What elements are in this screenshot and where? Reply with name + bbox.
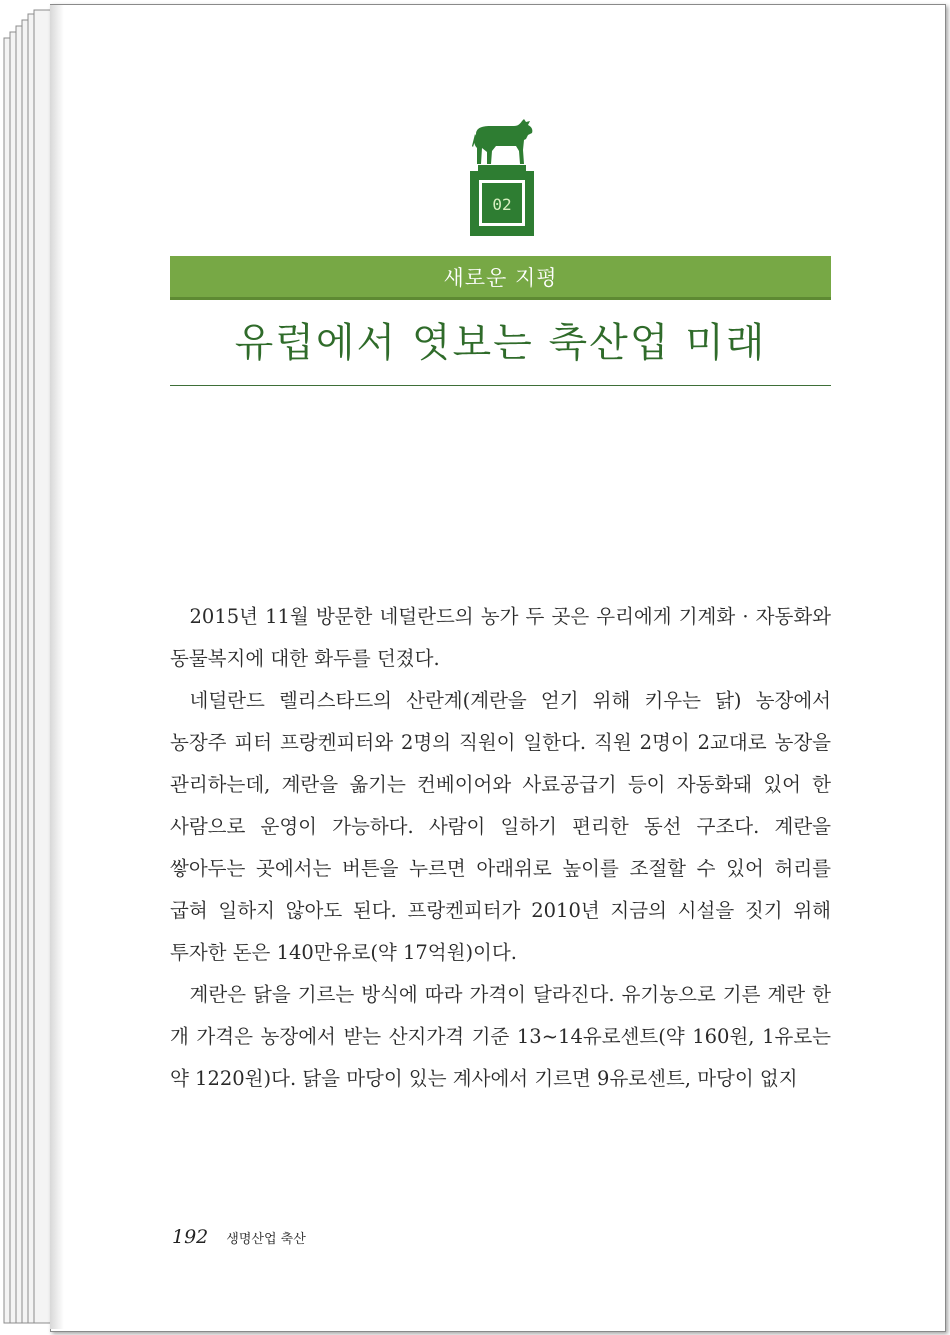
page-footer — [172, 1226, 306, 1248]
article-title: 유럽에서 엿보는 축산업 미래 — [234, 320, 767, 366]
section-number: 02 — [492, 195, 512, 214]
section-label: 새로운 지평 — [443, 265, 558, 290]
title-divider — [170, 385, 831, 386]
article-body — [170, 596, 831, 1100]
page-gutter — [50, 5, 64, 1329]
section-banner — [170, 256, 831, 300]
cow-emblem — [470, 118, 534, 238]
paragraph: 2015년 11월 방문한 네덜란드의 농가 두 곳은 우리에게 기계화 · 자동화와 동물복지에 대한 화두를 던졌다. — [170, 605, 831, 670]
running-title: 생명산업 축산 — [226, 1232, 306, 1247]
paragraph: 네덜란드 렐리스타드의 산란계(계란을 얻기 위해 키우는 닭) 농장에서 농장주 피터 프랑켄피터와 2명의 직원이 일한다. 직원 2명이 2교대로 농장을 관리하는데, 계란을 옮기는 컨베이어와 사료공급기 등이 자동화돼 있어 한 사람으로 운영이 가능하다. 사람이 일하기 편리한 동선 구조다. 계란을 쌓아두는 곳에서는 버튼을 누르면 아래위로 높이를 조절할 수 있어 허리를 굽혀 일하지 않아도 된다. 프랑켄피터가 2010년 지금의 시설을 짓기 위해 투자한 돈은 140만유로(약 17억원)이다. — [170, 689, 831, 964]
page-number: 192 — [172, 1226, 209, 1248]
paragraph: 계란은 닭을 기르는 방식에 따라 가격이 달라진다. 유기농으로 기른 계란 한 개 가격은 농장에서 받는 산지가격 기준 13~14유로센트(약 160원, 1유로는 약 1220원)다. 닭을 마당이 있는 계사에서 기르면 9유로센트, 마당이 없지 — [170, 983, 831, 1090]
page-edges — [2, 8, 54, 1328]
cow-icon — [472, 119, 532, 171]
